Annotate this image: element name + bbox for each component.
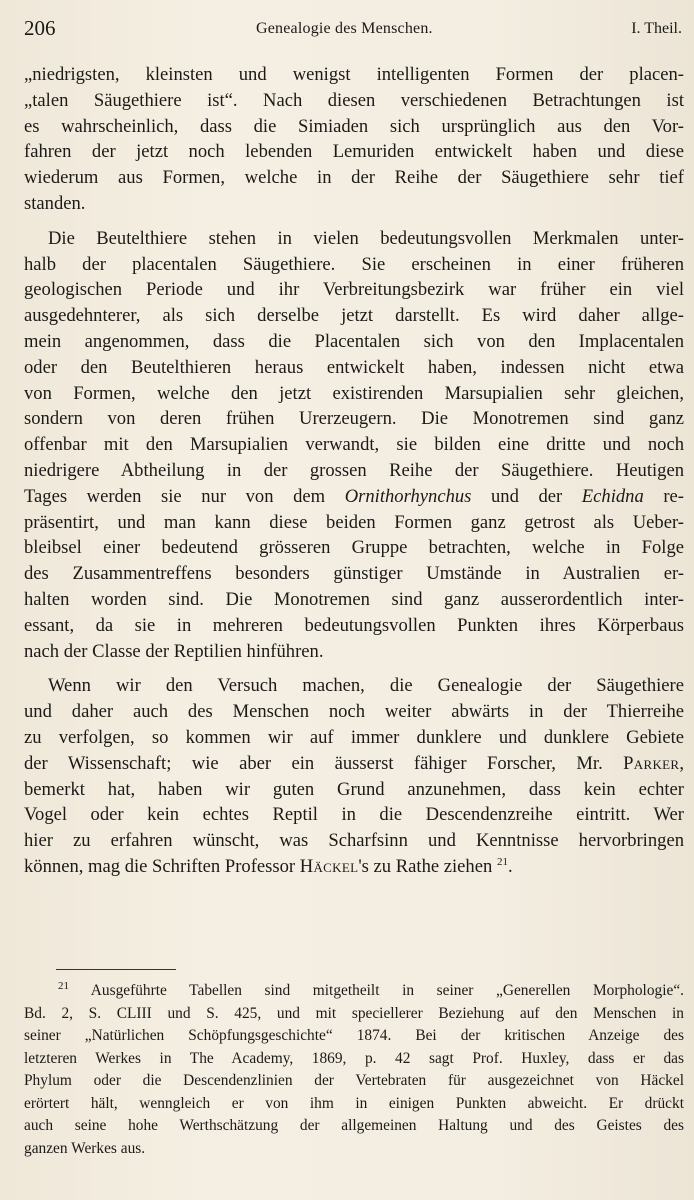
- text-line: nach der Classe der Reptilien hinführen.: [24, 640, 324, 662]
- text-line: es wahrscheinlich, dass die Simiaden sich ursprünglich aus den Vor-: [24, 115, 684, 137]
- footnote-line: ganzen Werkes aus.: [24, 1139, 146, 1157]
- text-line: „talen Säugethiere ist“. Nach diesen verschiedenen Betrachtungen ist: [24, 89, 684, 111]
- text-line: sondern von deren frühen Urerzeugern. Die Monotremen sind ganz: [24, 408, 684, 430]
- footnote-marker: 21: [58, 980, 69, 992]
- text-line: bleibsel einer bedeutend grösseren Gruppe betrachten, welche in Folge: [24, 537, 684, 559]
- page-number: 206: [24, 16, 56, 40]
- text-line: zu verfolgen, so kommen wir auf immer dunklere und dunklere Gebiete: [24, 726, 684, 748]
- footnote-line: auch seine hohe Werthschätzung der allgemeinen Haltung und des Geistes des: [24, 1117, 684, 1134]
- text-line: hier zu erfahren wünscht, was Scharfsinn und Kenntnisse hervorbringen: [24, 830, 684, 852]
- running-title: Genealogie des Menschen.: [256, 20, 433, 37]
- text-line: Vogel oder kein echtes Reptil in die Descendenzreihe eintritt. Wer: [24, 804, 684, 826]
- running-header: [24, 14, 682, 44]
- text-line: standen.: [24, 192, 86, 214]
- text-line: wiederum aus Formen, welche in der Reihe der Säugethiere sehr tief: [24, 167, 684, 189]
- text-line: offenbar mit den Marsupialien verwandt, sie bilden eine dritte und noch: [24, 434, 684, 456]
- text-line: bemerkt hat, haben wir guten Grund anzunehmen, dass kein echter: [24, 778, 684, 800]
- footnote-line: Bd. 2, S. CLIII und S. 425, und mit speciellerer Beziehung auf den Menschen in: [24, 1004, 684, 1022]
- text-line: Tages werden sie nur von dem Ornithorhynchus und der Echidna re-: [24, 485, 684, 507]
- footnote-line: Phylum oder die Descendenzlinien der Vertebraten für ausgezeichnet von Häckel: [24, 1072, 684, 1089]
- text-line: mein angenommen, dass die Placentalen sich von den Implacentalen: [24, 330, 684, 352]
- text-line: Wenn wir den Versuch machen, die Genealogie der Säugethiere: [48, 675, 684, 697]
- text-line: halb der placentalen Säugethiere. Sie erscheinen in einer früheren: [24, 253, 684, 275]
- text-line: fahren der jetzt noch lebenden Lemuriden entwickelt haben und diese: [24, 141, 684, 163]
- text-line: essant, da sie in mehreren bedeutungsvollen Punkten ihres Körperbaus: [24, 614, 684, 636]
- text-line: geologischen Periode und ihr Verbreitungsbezirk war früher ein viel: [24, 279, 684, 301]
- text-line: der Wissenschaft; wie aber ein äusserst fähiger Forscher, Mr. Parker,: [24, 752, 684, 774]
- main-text: [24, 62, 684, 880]
- part-label: I. Theil.: [631, 20, 682, 37]
- footnote: [24, 980, 684, 1160]
- text-line: ausgedehnterer, als sich derselbe jetzt darstellt. Es wird daher allge-: [24, 305, 684, 327]
- text-line: von Formen, welche den jetzt existirenden Marsupialien sehr gleichen,: [24, 382, 684, 404]
- footnote-line: $^{21}$ Ausgeführte Tabellen sind mitgetheilt in seiner „Generellen Morphologie“.: [58, 980, 684, 999]
- text-line: oder den Beutelthieren heraus entwickelt haben, indessen nicht etwa: [24, 356, 684, 378]
- text-line: des Zusammentreffens besonders günstiger Umstände in Australien er-: [24, 563, 684, 585]
- text-line: präsentirt, und man kann diese beiden Formen ganz getrost als Ueber-: [24, 511, 684, 533]
- text-line: halten worden sind. Die Monotremen sind ganz ausserordentlich inter-: [24, 588, 684, 610]
- footnote-line: letzteren Werkes in The Academy, 1869, p. 42 sagt Prof. Huxley, dass er das: [24, 1049, 684, 1067]
- text-line: können, mag die Schriften Professor Häckel's zu Rathe ziehen $^{21}$.: [24, 855, 513, 877]
- text-line: Die Beutelthiere stehen in vielen bedeutungsvollen Merkmalen unter-: [48, 227, 684, 249]
- footnote-line: seiner „Natürlichen Schöpfungsgeschichte“ 1874. Bei der kritischen Anzeige des: [24, 1027, 684, 1044]
- text-line: niedrigere Abtheilung in der grossen Reihe der Säugethiere. Heutigen: [24, 459, 684, 481]
- text-line: und daher auch des Menschen noch weiter abwärts in der Thierreihe: [24, 701, 684, 723]
- footnote-rule: [56, 969, 176, 970]
- text-line: „niedrigsten, kleinsten und wenigst intelligenten Formen der placen-: [24, 64, 684, 85]
- footnote-line: erörtert hält, wenngleich er von ihm in einigen Punkten abweicht. Er drückt: [24, 1094, 684, 1112]
